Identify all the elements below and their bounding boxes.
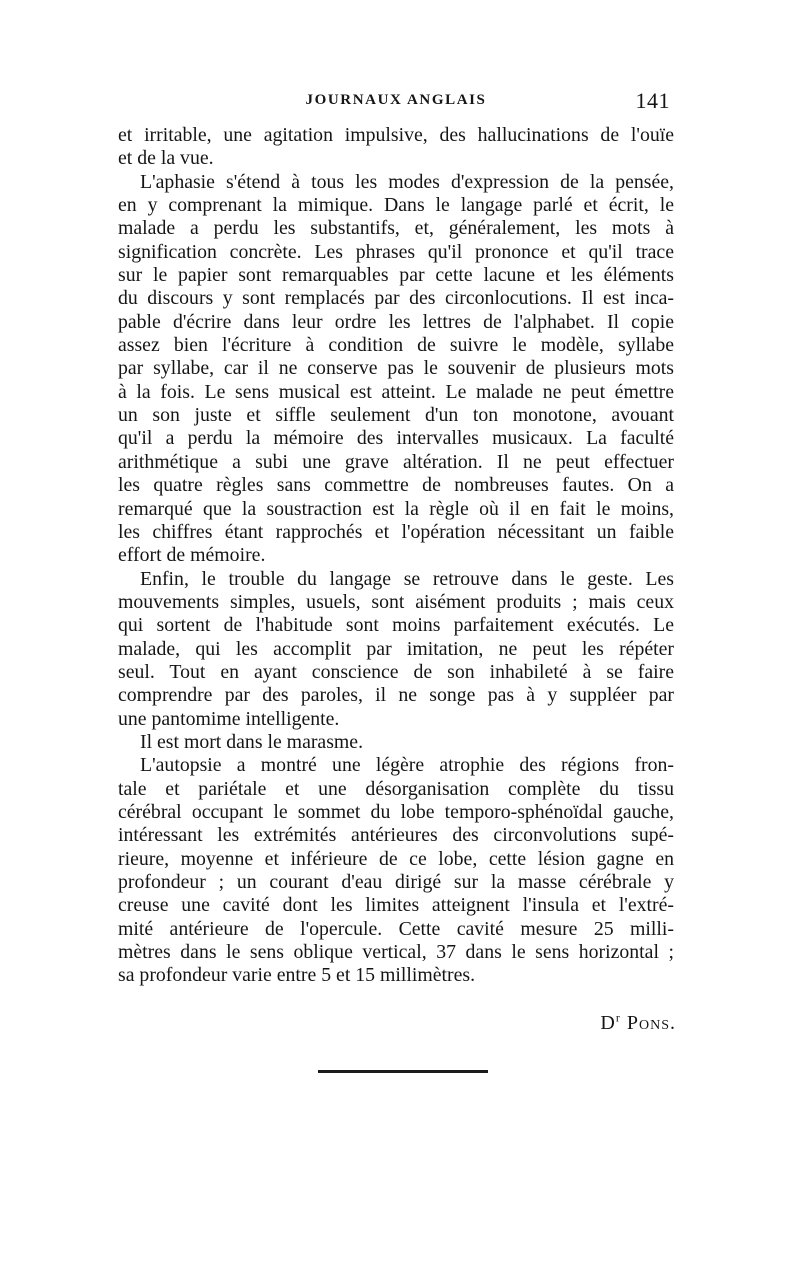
text-line: un son juste et siffle seulement d'un ton monotone, avouant <box>118 404 674 427</box>
text-line: creuse une cavité dont les limites atteignent l'insula et l'extré- <box>118 894 674 917</box>
text-line: effort de mémoire. <box>118 544 266 567</box>
text-line: remarqué que la soustraction est la règle où il en fait le moins, <box>118 497 674 520</box>
text-line: et irritable, une agitation impulsive, des hallucinations de l'ouïe <box>118 124 674 146</box>
text-line: rieure, moyenne et inférieure de ce lobe, cette lésion gagne en <box>118 847 674 870</box>
text-line: à la fois. Le sens musical est atteint. Le malade ne peut émettre <box>118 380 674 403</box>
text-line: en y comprenant la mimique. Dans le langage parlé et écrit, le <box>118 194 674 217</box>
text-line: Enfin, le trouble du langage se retrouve dans le geste. Les <box>140 567 674 590</box>
text-line: L'aphasie s'étend à tous les modes d'expression de la pensée, <box>140 170 674 193</box>
page-number: 141 <box>635 88 670 113</box>
text-line: sa profondeur varie entre 5 et 15 millimètres. <box>118 964 476 987</box>
text-line: mètres dans le sens oblique vertical, 37 dans le sens horizontal ; <box>118 941 674 964</box>
text-line: par syllabe, car il ne conserve pas le souvenir de plusieurs mots <box>118 357 674 380</box>
text-line: cérébral occupant le sommet du lobe temporo-sphénoïdal gauche, <box>118 800 674 823</box>
text-line: une pantomime intelligente. <box>118 707 340 730</box>
text-line: qui sortent de l'habitude sont moins parfaitement exécutés. Le <box>118 614 674 637</box>
text-line: malade, qui les accomplit par imitation, ne peut les répéter <box>118 637 674 660</box>
running-title: JOURNAUX ANGLAIS <box>305 92 487 108</box>
text-line: mité antérieure de l'opercule. Cette cavité mesure 25 milli- <box>118 917 674 940</box>
author-signature <box>600 1012 676 1035</box>
text-line: les chiffres étant rapprochés et l'opération nécessitant un faible <box>118 520 674 543</box>
end-rule <box>318 1070 488 1073</box>
text-line: signification concrète. Les phrases qu'il prononce et qu'il trace <box>118 240 674 263</box>
text-line: malade a perdu les substantifs, et, généralement, les mots à <box>118 217 674 240</box>
signature-name: Pons. <box>626 1012 676 1034</box>
text-line: qu'il a perdu la mémoire des intervalles musicaux. La faculté <box>118 427 674 450</box>
paragraph-autopsy <box>118 754 674 987</box>
text-line: L'autopsie a montré une légère atrophie des régions fron- <box>140 754 674 777</box>
body-text <box>118 124 674 988</box>
text-line: seul. Tout en ayant conscience de son inhabileté à se faire <box>118 660 674 683</box>
paragraph-death <box>118 731 674 754</box>
signature-title: D <box>600 1012 616 1034</box>
text-line: intéressant les extrémités antérieures des circonvolutions supé- <box>118 824 674 847</box>
paragraph-continuation <box>118 124 674 171</box>
text-line: Il est mort dans le marasme. <box>140 730 364 753</box>
text-line: les quatre règles sans commettre de nombreuses fautes. On a <box>118 474 674 497</box>
paragraph-gesture <box>118 568 674 731</box>
running-head <box>118 88 674 118</box>
text-line: profondeur ; un courant d'eau dirigé sur la masse cérébrale y <box>118 871 674 893</box>
text-line: du discours y sont remplacés par des circonlocutions. Il est inca- <box>118 287 674 310</box>
text-line: tale et pariétale et une désorganisation complète du tissu <box>118 777 674 800</box>
text-line: assez bien l'écriture à condition de suivre le modèle, syllabe <box>118 334 674 357</box>
text-line: mouvements simples, usuels, sont aisément produits ; mais ceux <box>118 590 674 613</box>
text-line: pable d'écrire dans leur ordre les lettres de l'alphabet. Il copie <box>118 310 674 333</box>
text-line: arithmétique a subi une grave altération. Il ne peut effectuer <box>118 450 674 473</box>
signature-superscript: r <box>615 1010 621 1025</box>
text-line: comprendre par des paroles, il ne songe pas à y suppléer par <box>118 684 674 707</box>
text-line: et de la vue. <box>118 147 214 170</box>
text-line: sur le papier sont remarquables par cette lacune et les éléments <box>118 264 674 287</box>
paragraph-aphasia <box>118 171 674 568</box>
